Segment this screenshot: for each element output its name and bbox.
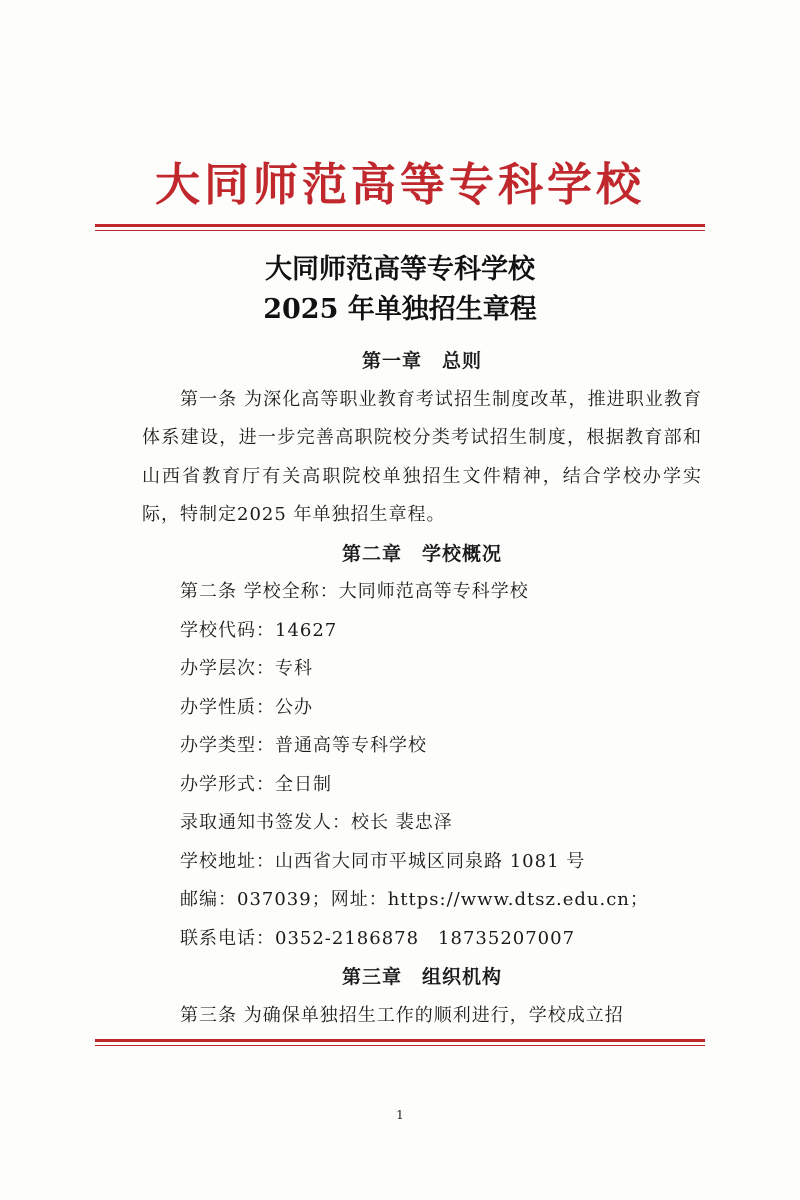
school-full-name: 第二条 学校全称：大同师范高等专科学校 <box>180 581 529 602</box>
letterhead-divider-top <box>95 224 705 231</box>
divider-thick-line <box>95 224 705 227</box>
contact-phone: 联系电话：0352-2186878 18735207007 <box>180 927 576 949</box>
page-number: 1 <box>396 1108 404 1122</box>
school-level: 办学层次：专科 <box>180 658 313 679</box>
document-title-line2: 2025 年单独招生章程 <box>263 294 537 325</box>
document-title <box>0 250 800 330</box>
postcode-website: 邮编：037039；网址：https://www.dtsz.edu.cn； <box>180 889 649 910</box>
chapter2-heading: 第二章 学校概况 <box>341 542 502 565</box>
school-address: 学校地址：山西省大同市平城区同泉路 1081 号 <box>180 850 586 872</box>
divider-thick-line <box>95 1039 705 1042</box>
school-type: 办学类型：普通高等专科学校 <box>180 735 427 756</box>
letterhead-school-name: 大同师范高等专科学校 <box>154 158 645 211</box>
school-code: 学校代码：14627 <box>180 619 338 641</box>
divider-thin-line <box>95 1045 705 1046</box>
document-title-line1: 大同师范高等专科学校 <box>265 254 535 285</box>
chapter1-heading: 第一章 总则 <box>361 350 482 372</box>
document-body <box>142 342 702 1035</box>
article1-paragraph: 第一条 为深化高等职业教育考试招生制度改革，推进职业教育体系建设，进一步完善高职院校分类考试招生制度，根据教育部和山西省教育厅有关高职院校单独招生文件精神，结合学校办学实际，特制定2025 年单独招生章程。 <box>142 388 702 525</box>
chapter3-heading: 第三章 组织机构 <box>341 966 502 988</box>
divider-thin-line <box>95 230 705 231</box>
school-form: 办学形式：全日制 <box>180 773 332 795</box>
school-nature: 办学性质：公办 <box>180 696 313 718</box>
admission-signer: 录取通知书签发人：校长 裴忠泽 <box>180 812 453 833</box>
article3-start: 第三条 为确保单独招生工作的顺利进行，学校成立招 <box>180 1004 624 1026</box>
letterhead-divider-bottom <box>95 1039 705 1046</box>
